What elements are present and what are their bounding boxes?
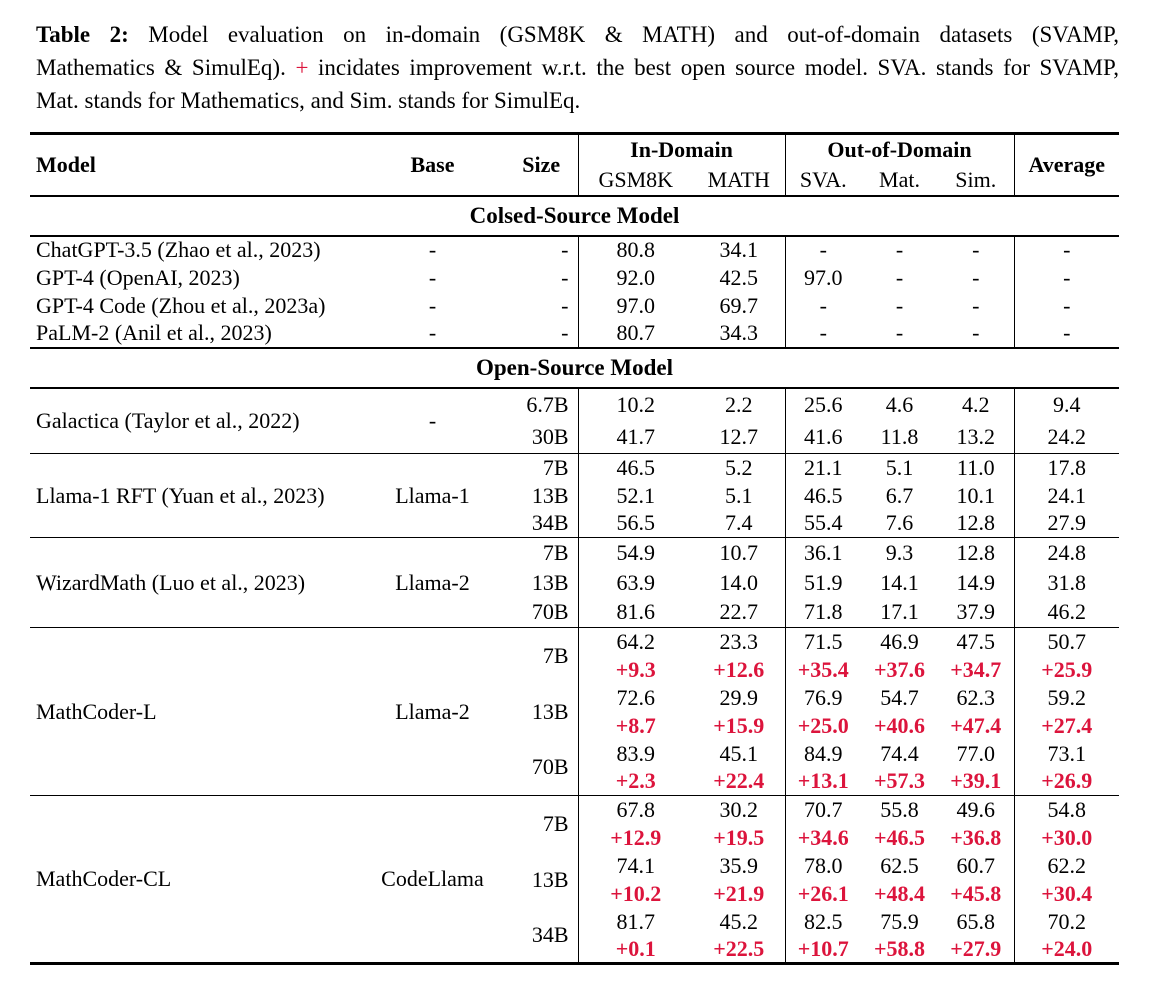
cell-size: 13B	[531, 866, 569, 892]
cell-value: 92.0	[578, 264, 693, 292]
cell-model: GPT-4 Code (Zhou et al., 2023a)	[36, 292, 326, 318]
cell-delta: +58.8	[873, 935, 926, 961]
cell-value: 59.2	[1014, 684, 1119, 712]
cell-base: -	[428, 292, 437, 318]
cell-value: 54.9	[578, 538, 693, 568]
cell-model: ChatGPT-3.5 (Zhao et al., 2023)	[36, 237, 321, 262]
cell-delta: +27.4	[1014, 712, 1119, 740]
cell-value: -	[1014, 320, 1119, 348]
cell-delta: +9.3	[578, 656, 693, 684]
cell-delta: +21.9	[713, 880, 765, 906]
cell-delta: +30.0	[1014, 824, 1119, 852]
cell-value: -	[895, 292, 904, 318]
cell-value: 51.9	[785, 568, 861, 598]
cell-value: 6.7	[885, 482, 914, 508]
results-table	[30, 132, 1119, 965]
cell-value: 46.9	[880, 628, 919, 654]
col-header-sva: SVA.	[785, 165, 861, 196]
cell-value: 4.2	[962, 391, 990, 417]
cell-value: 54.8	[1014, 796, 1119, 824]
col-header-size: Size	[522, 151, 561, 177]
col-header-model: Model	[36, 151, 96, 177]
cell-model: GPT-4 (OpenAI, 2023)	[36, 264, 240, 290]
table-row	[30, 796, 1119, 824]
plus-sign: +	[295, 55, 309, 80]
cell-value: -	[972, 292, 980, 318]
cell-value: 81.6	[578, 598, 693, 628]
cell-size: 70B	[531, 599, 569, 625]
cell-size: 7B	[542, 539, 569, 565]
cell-value: 14.9	[956, 569, 995, 595]
cell-value: 62.2	[1014, 852, 1119, 880]
cell-base: -	[428, 264, 437, 290]
cell-value: 70.7	[785, 796, 861, 824]
cell-delta: +10.2	[578, 880, 693, 908]
cell-size: 13B	[531, 698, 569, 724]
cell-delta: +57.3	[873, 768, 926, 794]
cell-size: 13B	[531, 569, 569, 595]
cell-size: -	[561, 237, 569, 262]
cell-delta: +25.0	[785, 712, 861, 740]
cell-model: WizardMath (Luo et al., 2023)	[36, 569, 306, 595]
cell-delta: +40.6	[873, 712, 926, 738]
cell-value: 41.6	[785, 421, 861, 454]
cell-value: 9.4	[1014, 388, 1119, 421]
cell-value: 82.5	[785, 908, 861, 936]
cell-value: 73.1	[1014, 740, 1119, 768]
cell-base: -	[428, 320, 437, 345]
cell-base: CodeLlama	[381, 866, 484, 891]
cell-value: 83.9	[578, 740, 693, 768]
cell-value: 84.9	[785, 740, 861, 768]
cell-value: 65.8	[956, 908, 995, 934]
cell-delta: +26.9	[1014, 768, 1119, 796]
cell-value: 34.1	[719, 237, 758, 262]
cell-base: -	[428, 407, 437, 433]
cell-value: 69.7	[719, 292, 758, 318]
section-open-source	[30, 348, 1119, 388]
cell-value: 80.7	[578, 320, 693, 348]
cell-delta: +15.9	[713, 712, 765, 738]
cell-value: 13.2	[956, 423, 995, 449]
cell-delta: +13.1	[785, 768, 861, 796]
cell-value: 47.5	[956, 628, 995, 654]
cell-delta: +36.8	[950, 824, 1002, 850]
cell-delta: +12.6	[713, 656, 765, 682]
cell-value: 71.8	[785, 598, 861, 628]
caption-line-3	[36, 84, 1119, 117]
cell-delta: +48.4	[873, 880, 926, 906]
col-header-average: Average	[1014, 134, 1119, 196]
table-caption	[36, 18, 1119, 117]
cell-value: 14.1	[880, 569, 919, 595]
cell-value: 12.7	[719, 423, 758, 449]
cell-base: Llama-2	[395, 569, 470, 595]
cell-size: 30B	[531, 423, 569, 449]
cell-value: 45.2	[719, 908, 758, 934]
cell-value: 25.6	[785, 388, 861, 421]
col-group-out-of-domain: Out-of-Domain	[785, 134, 1014, 165]
cell-delta: +26.1	[785, 880, 861, 908]
cell-size: 34B	[531, 921, 569, 947]
cell-value: 21.1	[785, 454, 861, 482]
cell-value: 31.8	[1014, 568, 1119, 598]
cell-value: 49.6	[956, 796, 995, 822]
cell-value: 55.8	[880, 796, 919, 822]
cell-value: 52.1	[578, 482, 693, 510]
cell-value: 4.6	[885, 391, 914, 417]
cell-value: 77.0	[956, 740, 995, 766]
cell-value: -	[895, 320, 904, 345]
cell-model: Llama-1 RFT (Yuan et al., 2023)	[36, 482, 325, 508]
cell-size: 7B	[542, 810, 569, 836]
cell-value: 22.7	[719, 599, 758, 625]
cell-value: 50.7	[1014, 628, 1119, 656]
caption-text-2a: Mathematics & SimulEq).	[36, 55, 286, 80]
cell-value: 78.0	[785, 852, 861, 880]
cell-delta: +0.1	[578, 936, 693, 964]
cell-delta: +30.4	[1014, 880, 1119, 908]
col-header-sim: Sim.	[955, 166, 997, 192]
cell-value: 10.7	[719, 539, 758, 565]
cell-delta: +27.9	[950, 935, 1002, 961]
cell-value: 67.8	[578, 796, 693, 824]
section-label: Open-Source Model	[476, 355, 673, 380]
table-row	[30, 454, 1119, 482]
cell-value: 29.9	[719, 684, 758, 710]
cell-delta: +34.6	[785, 824, 861, 852]
cell-value: 5.1	[725, 482, 753, 508]
cell-value: 41.7	[578, 421, 693, 454]
cell-value: 30.2	[719, 796, 758, 822]
cell-value: 46.5	[785, 482, 861, 510]
cell-value: 81.7	[578, 908, 693, 936]
cell-model: PaLM-2 (Anil et al., 2023)	[36, 320, 272, 345]
cell-value: 10.1	[956, 482, 995, 508]
cell-value: -	[785, 236, 861, 264]
cell-value: 45.1	[719, 740, 758, 766]
cell-value: 76.9	[785, 684, 861, 712]
cell-delta: +2.3	[578, 768, 693, 796]
cell-value: 27.9	[1014, 510, 1119, 538]
col-header-math: MATH	[707, 166, 770, 192]
cell-value: 97.0	[578, 292, 693, 320]
cell-value: -	[895, 237, 904, 262]
cell-delta: +22.5	[713, 935, 765, 961]
caption-line-1	[36, 18, 1119, 51]
cell-value: 17.1	[880, 599, 919, 625]
cell-delta: +34.7	[950, 656, 1002, 682]
col-header-gsm8k: GSM8K	[578, 165, 693, 196]
col-header-mat: Mat.	[879, 166, 920, 192]
cell-size: 7B	[542, 642, 569, 668]
cell-model: MathCoder-CL	[36, 866, 172, 891]
cell-size: 34B	[531, 510, 569, 536]
table-row	[30, 388, 1119, 421]
cell-value: 80.8	[578, 236, 693, 264]
cell-value: 55.4	[785, 510, 861, 538]
cell-value: 42.5	[719, 264, 758, 290]
cell-value: 62.3	[956, 684, 995, 710]
cell-value: 24.8	[1014, 538, 1119, 568]
cell-value: 37.9	[956, 599, 995, 625]
caption-line-2	[36, 51, 1119, 84]
cell-value: 9.3	[885, 539, 914, 565]
cell-value: 7.4	[725, 510, 753, 536]
cell-delta: +45.8	[950, 880, 1002, 906]
caption-text-2b: incidates improvement w.r.t. the best open source model. SVA. stands for SVAMP,	[318, 55, 1119, 80]
cell-value: 10.2	[578, 388, 693, 421]
caption-text-3: Mat. stands for Mathematics, and Sim. stands for SimulEq.	[36, 88, 581, 113]
cell-value: -	[785, 292, 861, 320]
cell-model: MathCoder-L	[36, 698, 157, 724]
cell-delta: +46.5	[873, 824, 926, 850]
cell-delta: +24.0	[1014, 936, 1119, 964]
cell-value: 11.0	[956, 454, 995, 480]
cell-value: 24.1	[1014, 482, 1119, 510]
cell-delta: +12.9	[578, 824, 693, 852]
cell-value: 5.1	[885, 454, 914, 480]
cell-value: 46.5	[578, 454, 693, 482]
cell-value: 70.2	[1014, 908, 1119, 936]
table-row	[30, 538, 1119, 568]
cell-value: 2.2	[725, 391, 753, 417]
cell-value: 63.9	[578, 568, 693, 598]
cell-value: 56.5	[578, 510, 693, 538]
cell-delta: +19.5	[713, 824, 765, 850]
cell-size: -	[561, 320, 569, 345]
section-closed-source	[30, 196, 1119, 236]
cell-value: -	[972, 237, 980, 262]
caption-text-1: Model evaluation on in-domain (GSM8K & MATH) and out-of-domain datasets (SVAMP,	[148, 22, 1119, 47]
col-group-in-domain: In-Domain	[578, 134, 785, 165]
cell-delta: +8.7	[578, 712, 693, 740]
cell-delta: +10.7	[785, 936, 861, 964]
cell-size: 6.7B	[526, 391, 569, 417]
cell-value: 97.0	[785, 264, 861, 292]
cell-value: 35.9	[719, 852, 758, 878]
cell-value: 60.7	[956, 852, 995, 878]
cell-model: Galactica (Taylor et al., 2022)	[36, 407, 300, 433]
cell-value: -	[972, 320, 980, 345]
cell-value: 5.2	[725, 454, 753, 480]
cell-value: 54.7	[880, 684, 919, 710]
cell-value: 12.8	[956, 539, 995, 565]
cell-value: 62.5	[880, 852, 919, 878]
cell-value: -	[895, 264, 904, 290]
cell-value: -	[785, 320, 861, 348]
cell-value: 11.8	[880, 423, 919, 449]
cell-value: 34.3	[719, 320, 758, 345]
cell-value: 24.2	[1014, 421, 1119, 454]
cell-value: 7.6	[885, 510, 914, 536]
cell-value: -	[1014, 236, 1119, 264]
cell-value: 36.1	[785, 538, 861, 568]
cell-value: 71.5	[785, 628, 861, 656]
cell-value: 12.8	[956, 510, 995, 536]
table-row	[30, 292, 1119, 320]
cell-value: 75.9	[880, 908, 919, 934]
cell-value: 14.0	[719, 569, 758, 595]
cell-value: -	[1014, 292, 1119, 320]
caption-label: Table 2:	[36, 22, 129, 47]
cell-base: -	[428, 237, 437, 262]
table-row	[30, 320, 1119, 348]
cell-size: -	[561, 264, 569, 290]
table-row	[30, 236, 1119, 264]
cell-delta: +35.4	[785, 656, 861, 684]
cell-value: 74.1	[578, 852, 693, 880]
cell-delta: +25.9	[1014, 656, 1119, 684]
cell-value: 17.8	[1014, 454, 1119, 482]
table-row	[30, 628, 1119, 656]
cell-value: -	[1014, 264, 1119, 292]
cell-delta: +39.1	[950, 768, 1002, 794]
table-row	[30, 264, 1119, 292]
col-header-base: Base	[410, 151, 455, 177]
cell-value: 74.4	[880, 740, 919, 766]
cell-value: 46.2	[1014, 598, 1119, 628]
cell-size: 70B	[531, 754, 569, 780]
cell-size: 13B	[531, 482, 569, 508]
cell-base: Llama-1	[395, 482, 470, 508]
header-row	[30, 134, 1119, 165]
cell-value: 64.2	[578, 628, 693, 656]
cell-value: -	[972, 264, 980, 290]
cell-value: 72.6	[578, 684, 693, 712]
cell-base: Llama-2	[395, 698, 470, 724]
cell-size: -	[561, 292, 569, 318]
cell-delta: +47.4	[950, 712, 1002, 738]
section-label: Colsed-Source Model	[469, 203, 680, 228]
cell-delta: +37.6	[873, 656, 926, 682]
cell-size: 7B	[542, 454, 569, 480]
cell-delta: +22.4	[713, 768, 765, 794]
cell-value: 23.3	[719, 628, 758, 654]
